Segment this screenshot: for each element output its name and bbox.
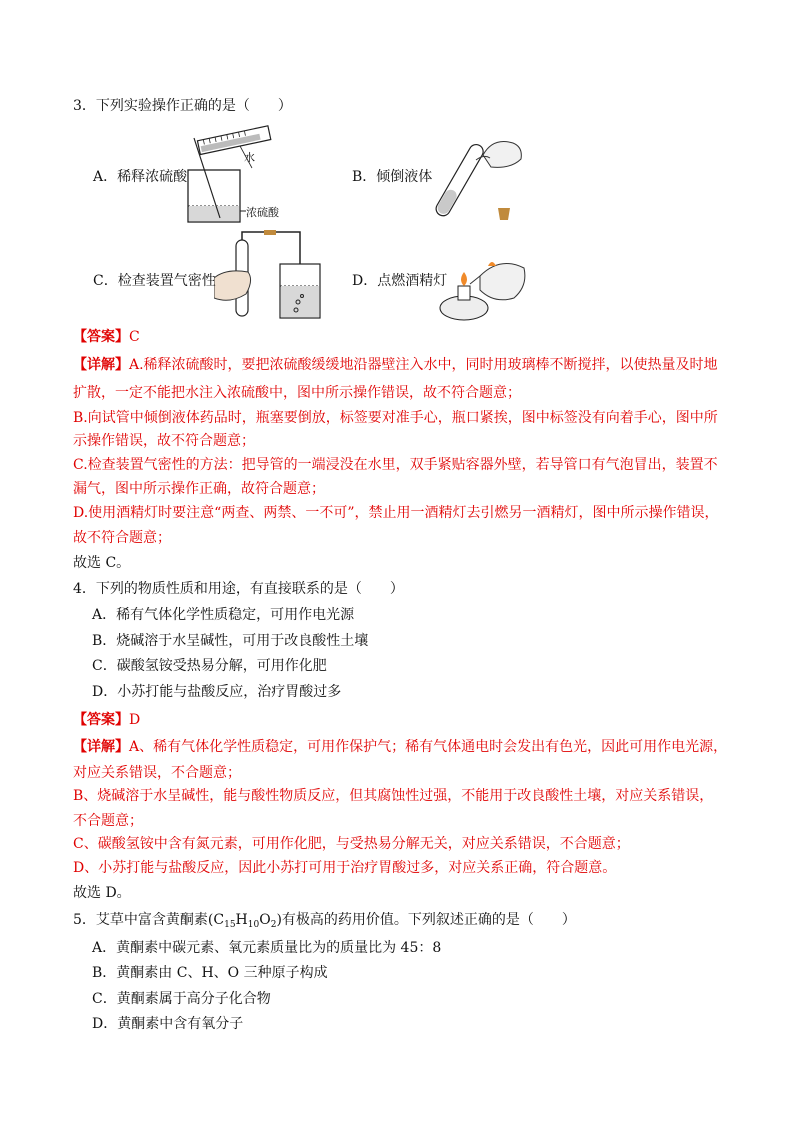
q4-stem: 4．下列的物质性质和用途，有直接联系的是（ ） xyxy=(73,581,404,597)
q3-option-d: D．点燃酒精灯 xyxy=(352,273,448,289)
q5-option-d: D．黄酮素中含有氧分子 xyxy=(92,1016,244,1032)
q4-answer: 【答案】D xyxy=(73,712,141,728)
q4-option-b: B．烧碱溶于水呈碱性，可用于改良酸性土壤 xyxy=(92,633,369,649)
q4-detail-line: 对应关系错误，不合题意； xyxy=(73,765,241,781)
q4-detail-line: B、烧碱溶于水呈碱性，能与酸性物质反应，但其腐蚀性过强，不能用于改良酸性土壤，对应关系错误， xyxy=(73,788,714,804)
q4-option-d: D．小苏打能与盐酸反应，治疗胃酸过多 xyxy=(92,684,342,700)
pour-liquid-figure xyxy=(428,130,528,225)
q4-option-a: A．稀有气体化学性质稳定，可用作电光源 xyxy=(92,607,355,623)
airtight-check-figure xyxy=(214,230,334,322)
q5-stem: 5．艾草中富含黄酮素$(C_{15}H_{10}O_2)$有极高的药用价值。下列叙述正确的是（ ） xyxy=(73,912,576,930)
q3-detail-line: C.检查装置气密性的方法：把导管的一端浸没在水里，双手紧贴容器外壁，若导管口有气泡冒出，装置不 xyxy=(73,457,718,473)
q3-detail-line: 示操作错误，故不符合题意； xyxy=(73,433,255,449)
q3-stem: 3．下列实验操作正确的是（ ） xyxy=(73,98,292,114)
q5-option-b: B．黄酮素由 C、H、O 三种原子构成 xyxy=(92,965,328,981)
q4-detail-line: 不合题意； xyxy=(73,813,143,829)
q3-option-c: C．检查装置气密性 xyxy=(93,273,216,289)
q3-answer: 【答案】C xyxy=(73,329,140,345)
q3-option-a: A．稀释浓硫酸 xyxy=(93,169,188,185)
acid-label: 浓硫酸 xyxy=(246,206,279,219)
water-label: 水 xyxy=(244,151,255,164)
q5-option-a: A．黄酮素中碳元素、氧元素质量比为的质量比为 45：8 xyxy=(92,940,442,956)
q3-detail-line: 扩散，一定不能把水注入浓硫酸中，图中所示操作错误，故不符合题意； xyxy=(73,385,521,401)
q3-detail-line: 漏气，图中所示操作正确，故符合题意； xyxy=(73,481,325,497)
q4-detail-line: D、小苏打能与盐酸反应，因此小苏打可用于治疗胃酸过多，对应关系正确，符合题意。 xyxy=(73,860,617,876)
q4-option-c: C．碳酸氢铵受热易分解，可用作化肥 xyxy=(92,658,327,674)
q5-option-c: C．黄酮素属于高分子化合物 xyxy=(92,991,271,1007)
q4-detail-line: C、碳酸氢铵中含有氮元素，可用作化肥，与受热易分解无关，对应关系错误，不合题意； xyxy=(73,836,630,852)
q4-conclusion: 故选 D。 xyxy=(73,885,131,901)
q3-detail-line: D.使用酒精灯时要注意“两查、两禁、一不可”，禁止用一酒精灯去引燃另一酒精灯，图中所示操作错误， xyxy=(73,505,719,521)
q3-detail-line: 【详解】A.稀释浓硫酸时，要把浓硫酸缓缓地沿器壁注入水中，同时用玻璃棒不断搅拌，以使热量及时地 xyxy=(73,357,718,373)
dilute-acid-figure xyxy=(180,118,300,228)
q3-detail-line: B.向试管中倾倒液体药品时，瓶塞要倒放，标签要对准手心，瓶口紧挨，图中标签没有向着手心，图中所 xyxy=(73,410,718,426)
q3-detail-line: 故不符合题意； xyxy=(73,530,171,546)
q3-option-b: B．倾倒液体 xyxy=(352,169,433,185)
q4-detail-line: 【详解】A、稀有气体化学性质稳定，可用作保护气；稀有气体通电时会发出有色光，因此可用作电光源， xyxy=(73,739,728,755)
q3-conclusion: 故选 C。 xyxy=(73,555,131,571)
